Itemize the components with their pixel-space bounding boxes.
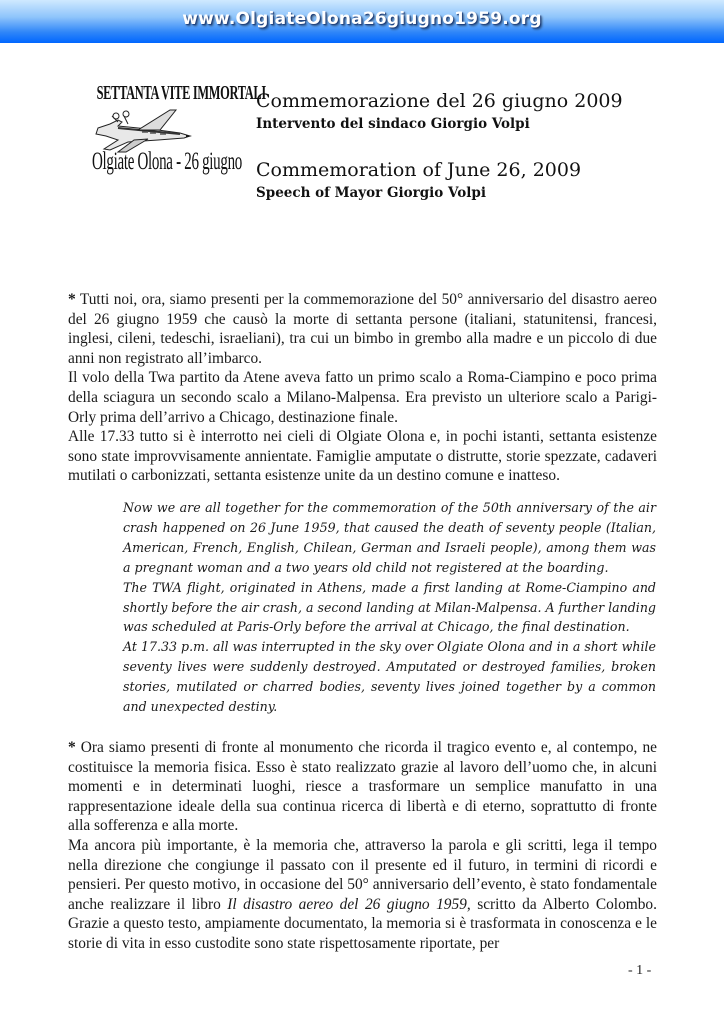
logo-top-text: SETTANTA VITE IMMORTALI bbox=[96, 82, 266, 104]
english-title: Commemoration of June 26, 2009 bbox=[256, 159, 582, 181]
logo-bottom-text: Olgiate Olona - 26 giugno bbox=[92, 148, 242, 175]
paragraph: Alle 17.33 tutto si è interrotto nei cieli di Olgiate Olona e, in pochi istanti, settanta esistenze sono state improvvisamente annientate. Famiglie amputate o distrutte, storie spezzate, cadaveri mutilati o carbonizzati, settanta esistenze unite da un destino comune e inatteso. bbox=[68, 428, 657, 485]
site-url-text: www.OlgiateOlona26giugno1959.org bbox=[182, 8, 542, 29]
italian-section-1 bbox=[68, 290, 657, 486]
paragraph: The TWA flight, originated in Athens, made a first landing at Rome-Ciampino and shortly before the air crash, a second landing at Milan-Malpensa. A further landing was scheduled at Paris-Orly before the arrival at Chicago, the final destination. bbox=[123, 579, 656, 635]
document-titles bbox=[256, 88, 623, 203]
paragraph: * Tutti noi, ora, siamo presenti per la commemorazione del 50° anniversario del disastro aereo del 26 giugno 1959 che causò la morte di settanta persone (italiani, statunitensi, francesi, inglesi, cileni, tedeschi, israeliani), tra cui un bimbo in grembo alla madre e un piccolo di due anni non registrato all’imbarco. bbox=[68, 291, 657, 367]
asterisk-marker: * bbox=[68, 291, 76, 308]
paragraph: Ma ancora più importante, è la memoria che, attraverso la parola e gli scritti, lega il tempo nella direzione che congiunge il passato con il presente ed il futuro, in termini di ricordi e pensieri. Per questo motivo, in occasione del 50° anniversario dell’evento, è stato fondamentale anche realizzare il libro Il disastro aereo del 26 giugno 1959, scritto da Alberto Colombo. Grazie a questo testo, ampiamente documentato, la memoria si è trasformata in conoscenza e le storie di vita in esso custodite sono state rispettosamente riportate, per bbox=[68, 836, 657, 952]
english-title-block bbox=[256, 157, 623, 203]
english-subtitle: Speech of Mayor Giorgio Volpi bbox=[256, 185, 486, 201]
asterisk-marker: * bbox=[68, 739, 76, 756]
italian-title-block bbox=[256, 88, 623, 134]
english-translation-1 bbox=[123, 498, 656, 717]
paragraph: Il volo della Twa partito da Atene aveva fatto un primo scalo a Roma-Ciampino e poco prima della sciagura un secondo scalo a Milano-Malpensa. Era previsto un ulteriore scalo a Parigi-Orly prima dell’arrivo a Chicago, destinazione finale. bbox=[68, 369, 657, 426]
page-number: - 1 - bbox=[628, 963, 652, 978]
commemoration-logo bbox=[66, 82, 266, 192]
italian-subtitle: Intervento del sindaco Giorgio Volpi bbox=[256, 116, 530, 132]
paragraph: * Ora siamo presenti di fronte al monumento che ricorda il tragico evento e, al contempo, ne costituisce la memoria fisica. Esso è stato realizzato grazie al lavoro dell’uomo che, in alcuni momenti e in determinati luoghi, riesce a trasformare un semplice manufatto in una rappresentazione ideale della sua continua ricerca di libertà e di eterno, soprattutto di fronte alla sofferenza e alla morte. bbox=[68, 739, 657, 835]
paragraph: At 17.33 p.m. all was interrupted in the sky over Olgiate Olona and in a short while seventy lives were suddenly destroyed. Amputated or destroyed families, broken stories, mutilated or charred bodies, seventy lives joined together by a common and unexpected destiny. bbox=[123, 639, 656, 715]
book-title: Il disastro aereo del 26 giugno 1959 bbox=[227, 895, 467, 913]
site-banner bbox=[0, 0, 724, 43]
italian-title: Commemorazione del 26 giugno 2009 bbox=[256, 90, 623, 112]
italian-section-2 bbox=[68, 738, 657, 954]
paragraph: Now we are all together for the commemoration of the 50th anniversary of the air crash happened on 26 June 1959, that caused the death of seventy people (Italian, American, French, English, Chilean, German and Israeli people), among them was a pregnant woman and a two years old child not registered at the boarding. bbox=[123, 500, 656, 575]
